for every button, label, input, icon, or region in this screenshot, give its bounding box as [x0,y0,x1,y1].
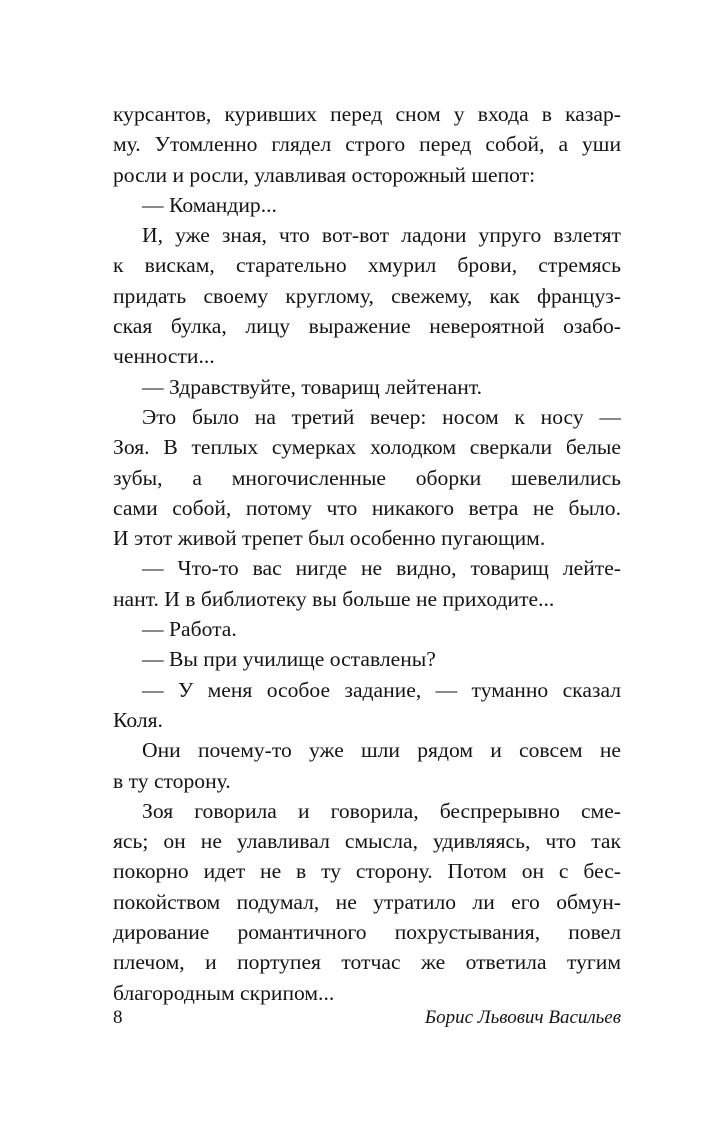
text-line: благородным скрипом... [113,980,335,1005]
text-line: — У меня особое задание, — туманно сказал [142,677,621,702]
text-line: плечом, и портупея тотчас же ответила тугим [113,950,621,975]
running-footer-author: Борис Львович Васильев [424,1007,621,1028]
text-line: нант. И в библиотеку вы больше не приходите... [113,586,555,611]
text-line: Они почему-то уже шли рядом и совсем не [142,738,621,763]
text-line: И, уже зная, что вот-вот ладони упруго взлетят [142,223,621,248]
text-line: курсантов, куривших перед сном у входа в казар- [113,102,621,126]
page-number: 8 [113,1007,123,1028]
text-line: ченности... [113,344,215,369]
text-line: росли и росли, улавливая осторожный шепот: [113,162,536,187]
text-line: му. Утомленно глядел строго перед собой, а уши [113,132,621,157]
text-line: — Что-то вас нигде не видно, товарищ лейте- [142,556,621,581]
paragraph [113,372,621,402]
paragraph [113,614,621,644]
text-line: сами собой, потому что никакого ветра не было. [113,495,621,520]
text-line: придать своему круглому, свежему, как француз- [113,283,621,308]
text-line: — Вы при училище оставлены? [142,647,436,672]
paragraph [113,735,621,796]
text-line: зубы, а многочисленные оборки шевелились [113,465,621,490]
paragraph [113,796,621,1008]
page-footer [113,1006,621,1030]
text-line: И этот живой трепет был особенно пугающим. [113,526,546,551]
text-line: Это было на третий вечер: носом к носу — [142,404,621,429]
paragraph [113,553,621,614]
paragraph [113,644,621,674]
text-line: — Работа. [142,617,237,642]
paragraph [113,220,621,371]
paragraph [113,190,621,220]
text-line: Коля. [113,707,163,732]
paragraph [113,402,621,553]
paragraph [113,99,621,190]
text-line: дирование романтичного похрустывания, повел [113,920,621,945]
text-line: покойством подумал, не утратило ли его обмун- [113,889,621,914]
body-text [113,99,621,1008]
text-line: Зоя. В теплых сумерках холодком сверкали белые [113,435,621,460]
text-line: — Здравствуйте, товарищ лейтенант. [142,374,483,399]
text-line: к вискам, старательно хмурил брови, стремясь [113,253,621,278]
text-line: в ту сторону. [113,768,231,793]
paragraph [113,675,621,736]
text-line: ясь; он не улавливал смысла, удивляясь, что так [113,829,621,854]
text-line: Зоя говорила и говорила, беспрерывно сме- [142,798,621,823]
text-line: — Командир... [142,192,277,217]
text-line: покорно идет не в ту сторону. Потом он с бес- [113,859,621,884]
text-line: ская булка, лицу выражение невероятной озабо- [113,314,621,339]
